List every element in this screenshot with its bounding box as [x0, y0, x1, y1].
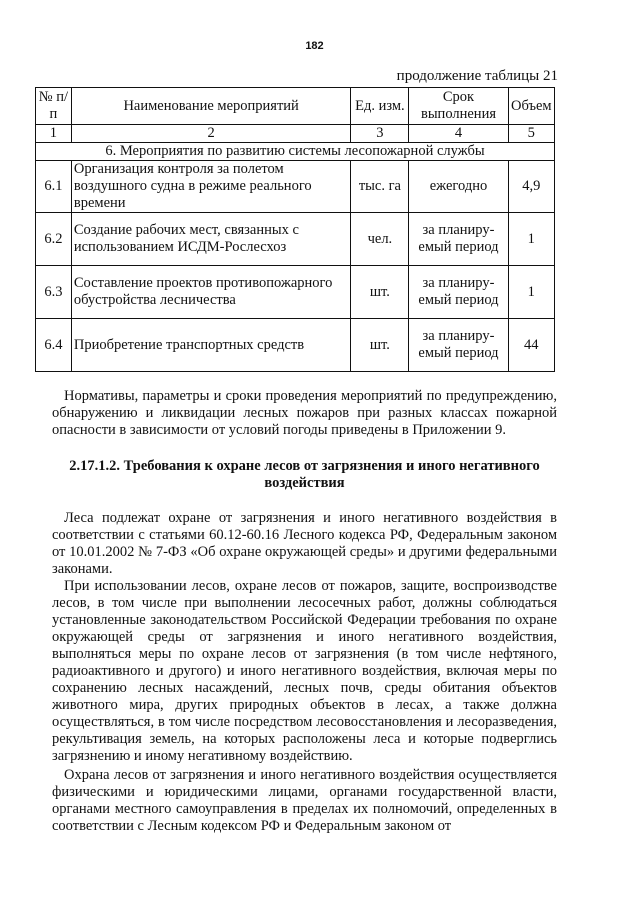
row-unit: чел.: [351, 213, 409, 266]
column-index: 5: [508, 125, 554, 143]
table-row: [36, 161, 555, 213]
paragraph: Охрана лесов от загрязнения и иного негативного воздействия осуществляется физическими и юридическими лицами, органами государственной власти, органами местного самоуправления в пределах их полномочий, определенных в соответствии с Лесным кодексом РФ и Федеральным законом от: [52, 767, 557, 834]
header-num: № п/п: [36, 88, 72, 125]
paragraph: Леса подлежат охране от загрязнения и иного негативного воздействия в соответствии с статьями 60.12-60.16 Лесного кодекса РФ, Федеральным законом от 10.01.2002 № 7-ФЗ «Об охране окружающей среды» и другими федеральными законами.: [52, 510, 557, 577]
measures-table: [35, 87, 555, 372]
section-heading-line: воздействия: [264, 475, 345, 491]
column-index-row: [36, 125, 555, 143]
row-term: за планиру-емый период: [409, 319, 508, 372]
row-term: ежегодно: [409, 161, 508, 213]
row-unit: тыс. га: [351, 161, 409, 213]
row-volume: 1: [508, 266, 554, 319]
row-volume: 44: [508, 319, 554, 372]
row-num: 6.1: [36, 161, 72, 213]
header-name: Наименование мероприятий: [71, 88, 351, 125]
column-index: 2: [71, 125, 351, 143]
row-num: 6.2: [36, 213, 72, 266]
row-volume: 4,9: [508, 161, 554, 213]
table-header-row: [36, 88, 555, 125]
row-unit: шт.: [351, 319, 409, 372]
header-unit: Ед. изм.: [351, 88, 409, 125]
column-index: 3: [351, 125, 409, 143]
row-name: Приобретение транспортных средств: [71, 319, 351, 372]
row-name: Создание рабочих мест, связанных с использованием ИСДМ-Рослесхоз: [71, 213, 351, 266]
section-title: 6. Мероприятия по развитию системы лесопожарной службы: [36, 143, 555, 161]
row-name: Организация контроля за полетом воздушного судна в режиме реального времени: [71, 161, 351, 213]
table-row: [36, 319, 555, 372]
section-heading-line: 2.17.1.2. Требования к охране лесов от загрязнения и иного негативного: [69, 458, 540, 474]
row-name: Составление проектов противопожарного обустройства лесничества: [71, 266, 351, 319]
page-number: 182: [305, 40, 324, 52]
table-section-row: [36, 143, 555, 161]
row-term: за планиру-емый период: [409, 213, 508, 266]
row-volume: 1: [508, 213, 554, 266]
row-num: 6.4: [36, 319, 72, 372]
column-index: 4: [409, 125, 508, 143]
table-row: [36, 213, 555, 266]
row-unit: шт.: [351, 266, 409, 319]
header-volume: Объем: [508, 88, 554, 125]
row-num: 6.3: [36, 266, 72, 319]
column-index: 1: [36, 125, 72, 143]
header-term: Срок выполнения: [409, 88, 508, 125]
paragraph-norms: Нормативы, параметры и сроки проведения мероприятий по предупреждению, обнаружению и ликвидации лесных пожаров при разных классах пожарной опасности в зависимости от условий погоды приведены в Приложении 9.: [52, 388, 557, 438]
paragraph: При использовании лесов, охране лесов от пожаров, защите, воспроизводстве лесов, в том числе при выполнении лесосечных работ, должны соблюдаться установленные законодательством Российской Федерации требования по охране окружающей среды от загрязнения и иного негативного воздействия, выполняться меры по охране лесов от загрязнения (в том числе нефтяного, радиоактивного и другого) и иного негативного воздействия, включая меры по сохранению лесных насаждений, лесных почв, среды обитания объектов животного мира, других природных объектов в лесах, а также должна осуществляться, в том числе посредством лесовосстановления и лесоразведения, рекультивация земель, на которых расположены леса и которые подверглись загрязнению и иному негативному воздействию.: [52, 578, 557, 764]
section-heading: [52, 458, 557, 492]
table-row: [36, 266, 555, 319]
table-continuation-label: продолжение таблицы 21: [396, 68, 558, 84]
row-term: за планиру-емый период: [409, 266, 508, 319]
